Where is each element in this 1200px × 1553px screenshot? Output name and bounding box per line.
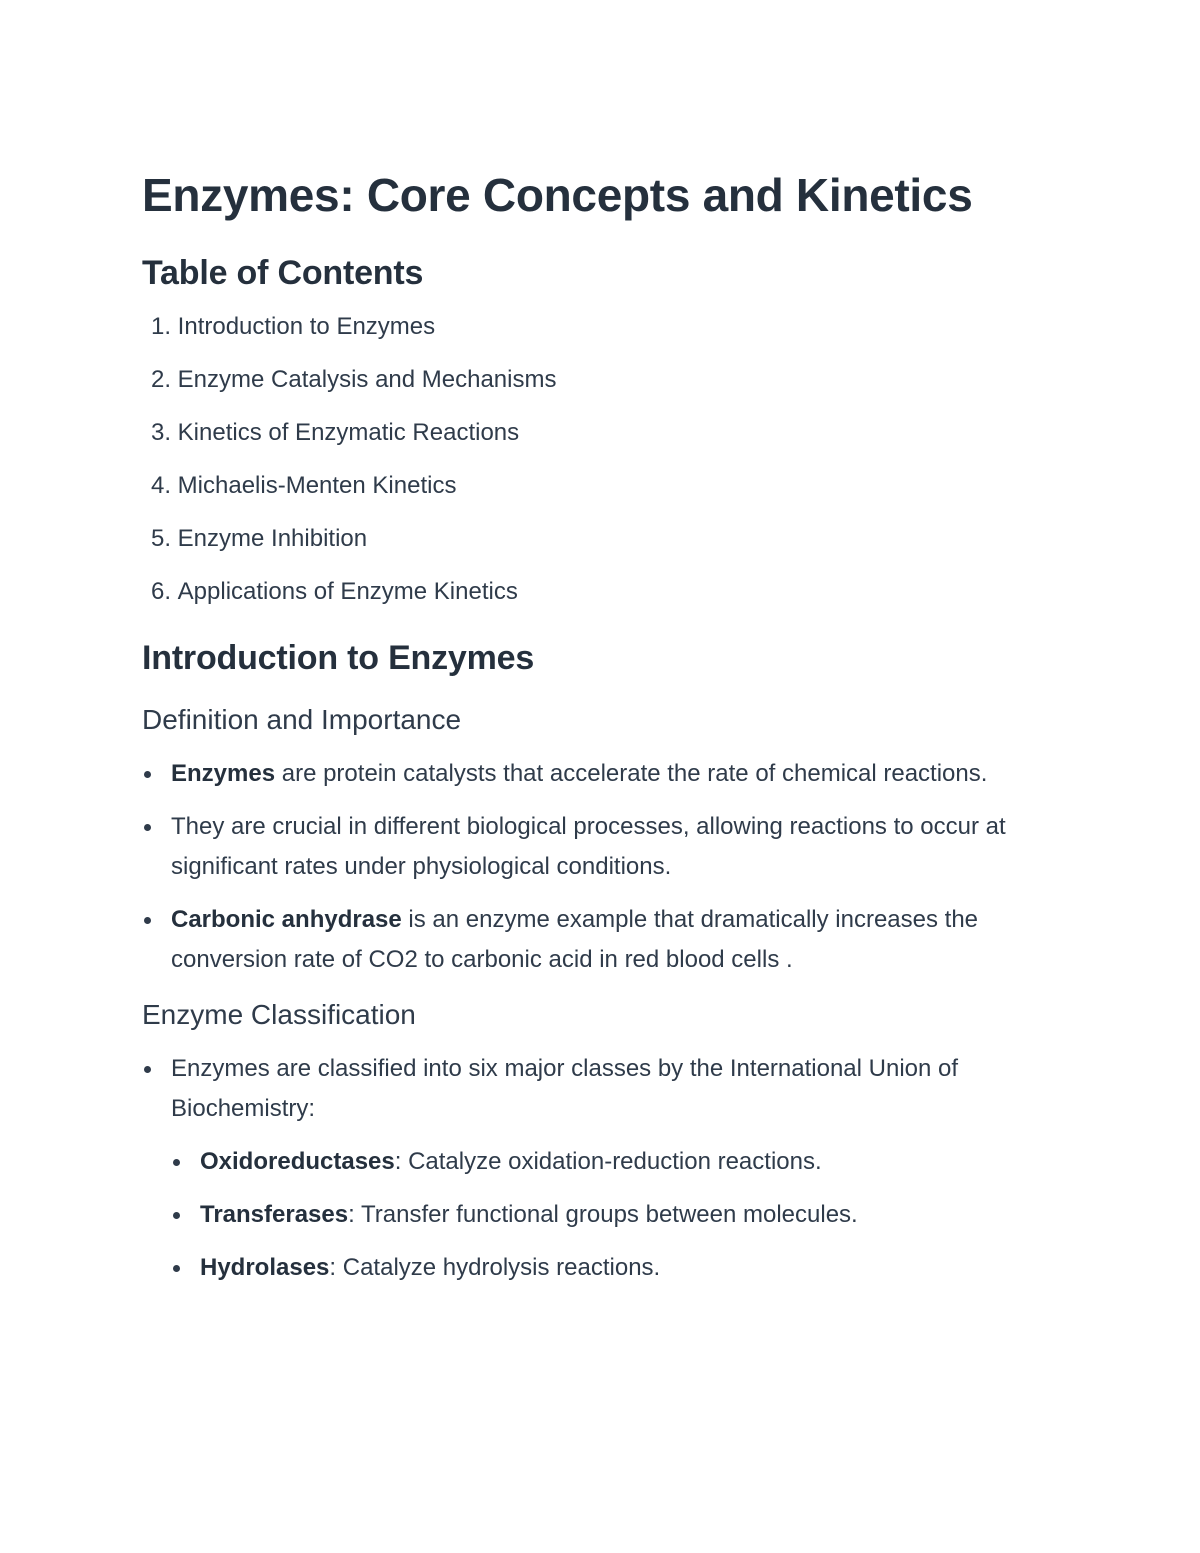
toc-item (142, 312, 1062, 342)
toc-item-label: Enzyme Catalysis and Mechanisms (177, 366, 557, 393)
toc-item-number: 2. (150, 366, 171, 393)
toc-item-number: 6. (150, 578, 171, 605)
toc-item-number: 5. (150, 525, 171, 552)
toc-item-number: 4. (150, 472, 171, 499)
list-item-text: They are crucial in different biological processes, allowing reactions to occur at significant rates under physiological conditions. (171, 813, 1006, 880)
list-item (142, 807, 1062, 887)
list-item (171, 1142, 1062, 1182)
toc-item-label: Kinetics of Enzymatic Reactions (177, 419, 520, 446)
subsection-heading-classification: Enzyme Classification (142, 999, 416, 1030)
definition-bullet-list (142, 754, 1062, 980)
section-heading-introduction: Introduction to Enzymes (142, 639, 535, 677)
toc-item-label: Michaelis-Menten Kinetics (177, 472, 457, 499)
list-item-text: are protein catalysts that accelerate the rate of chemical reactions. (275, 760, 988, 787)
toc-item (142, 471, 1062, 501)
document-page (142, 160, 1062, 1301)
document-title: Enzymes: Core Concepts and Kinetics (142, 169, 973, 221)
list-item (171, 1248, 1062, 1288)
bold-term: Hydrolases (200, 1254, 330, 1281)
classification-bullet-list (142, 1049, 1062, 1288)
list-item (142, 1049, 1062, 1288)
toc-item-number: 3. (150, 419, 171, 446)
toc-item-number: 1. (150, 313, 171, 340)
list-item (142, 754, 1062, 794)
toc-item-label: Introduction to Enzymes (177, 313, 436, 340)
list-item (171, 1195, 1062, 1235)
toc-item-label: Applications of Enzyme Kinetics (177, 578, 518, 605)
toc-heading: Table of Contents (142, 254, 424, 292)
toc-item-label: Enzyme Inhibition (177, 525, 368, 552)
list-item (142, 900, 1062, 980)
toc-item (142, 524, 1062, 554)
bold-term: Carbonic anhydrase (171, 906, 402, 933)
list-item-text: is an enzyme example that dramatically increases the conversion rate of CO2 to carbonic acid in red blood cells . (171, 906, 979, 973)
toc-item (142, 577, 1062, 607)
toc-item (142, 365, 1062, 395)
bold-term: Transferases (200, 1201, 349, 1228)
list-item-text: Enzymes are classified into six major classes by the International Union of Biochemistry: (171, 1055, 959, 1122)
enzyme-class-list (171, 1142, 1062, 1288)
list-item-text: : Catalyze oxidation-reduction reactions. (394, 1148, 822, 1175)
table-of-contents (142, 312, 1062, 607)
bold-term: Oxidoreductases (200, 1148, 395, 1175)
list-item-text: : Transfer functional groups between molecules. (348, 1201, 858, 1228)
bold-term: Enzymes (171, 760, 276, 787)
subsection-heading-definition: Definition and Importance (142, 704, 462, 735)
list-item-text: : Catalyze hydrolysis reactions. (329, 1254, 661, 1281)
toc-item (142, 418, 1062, 448)
